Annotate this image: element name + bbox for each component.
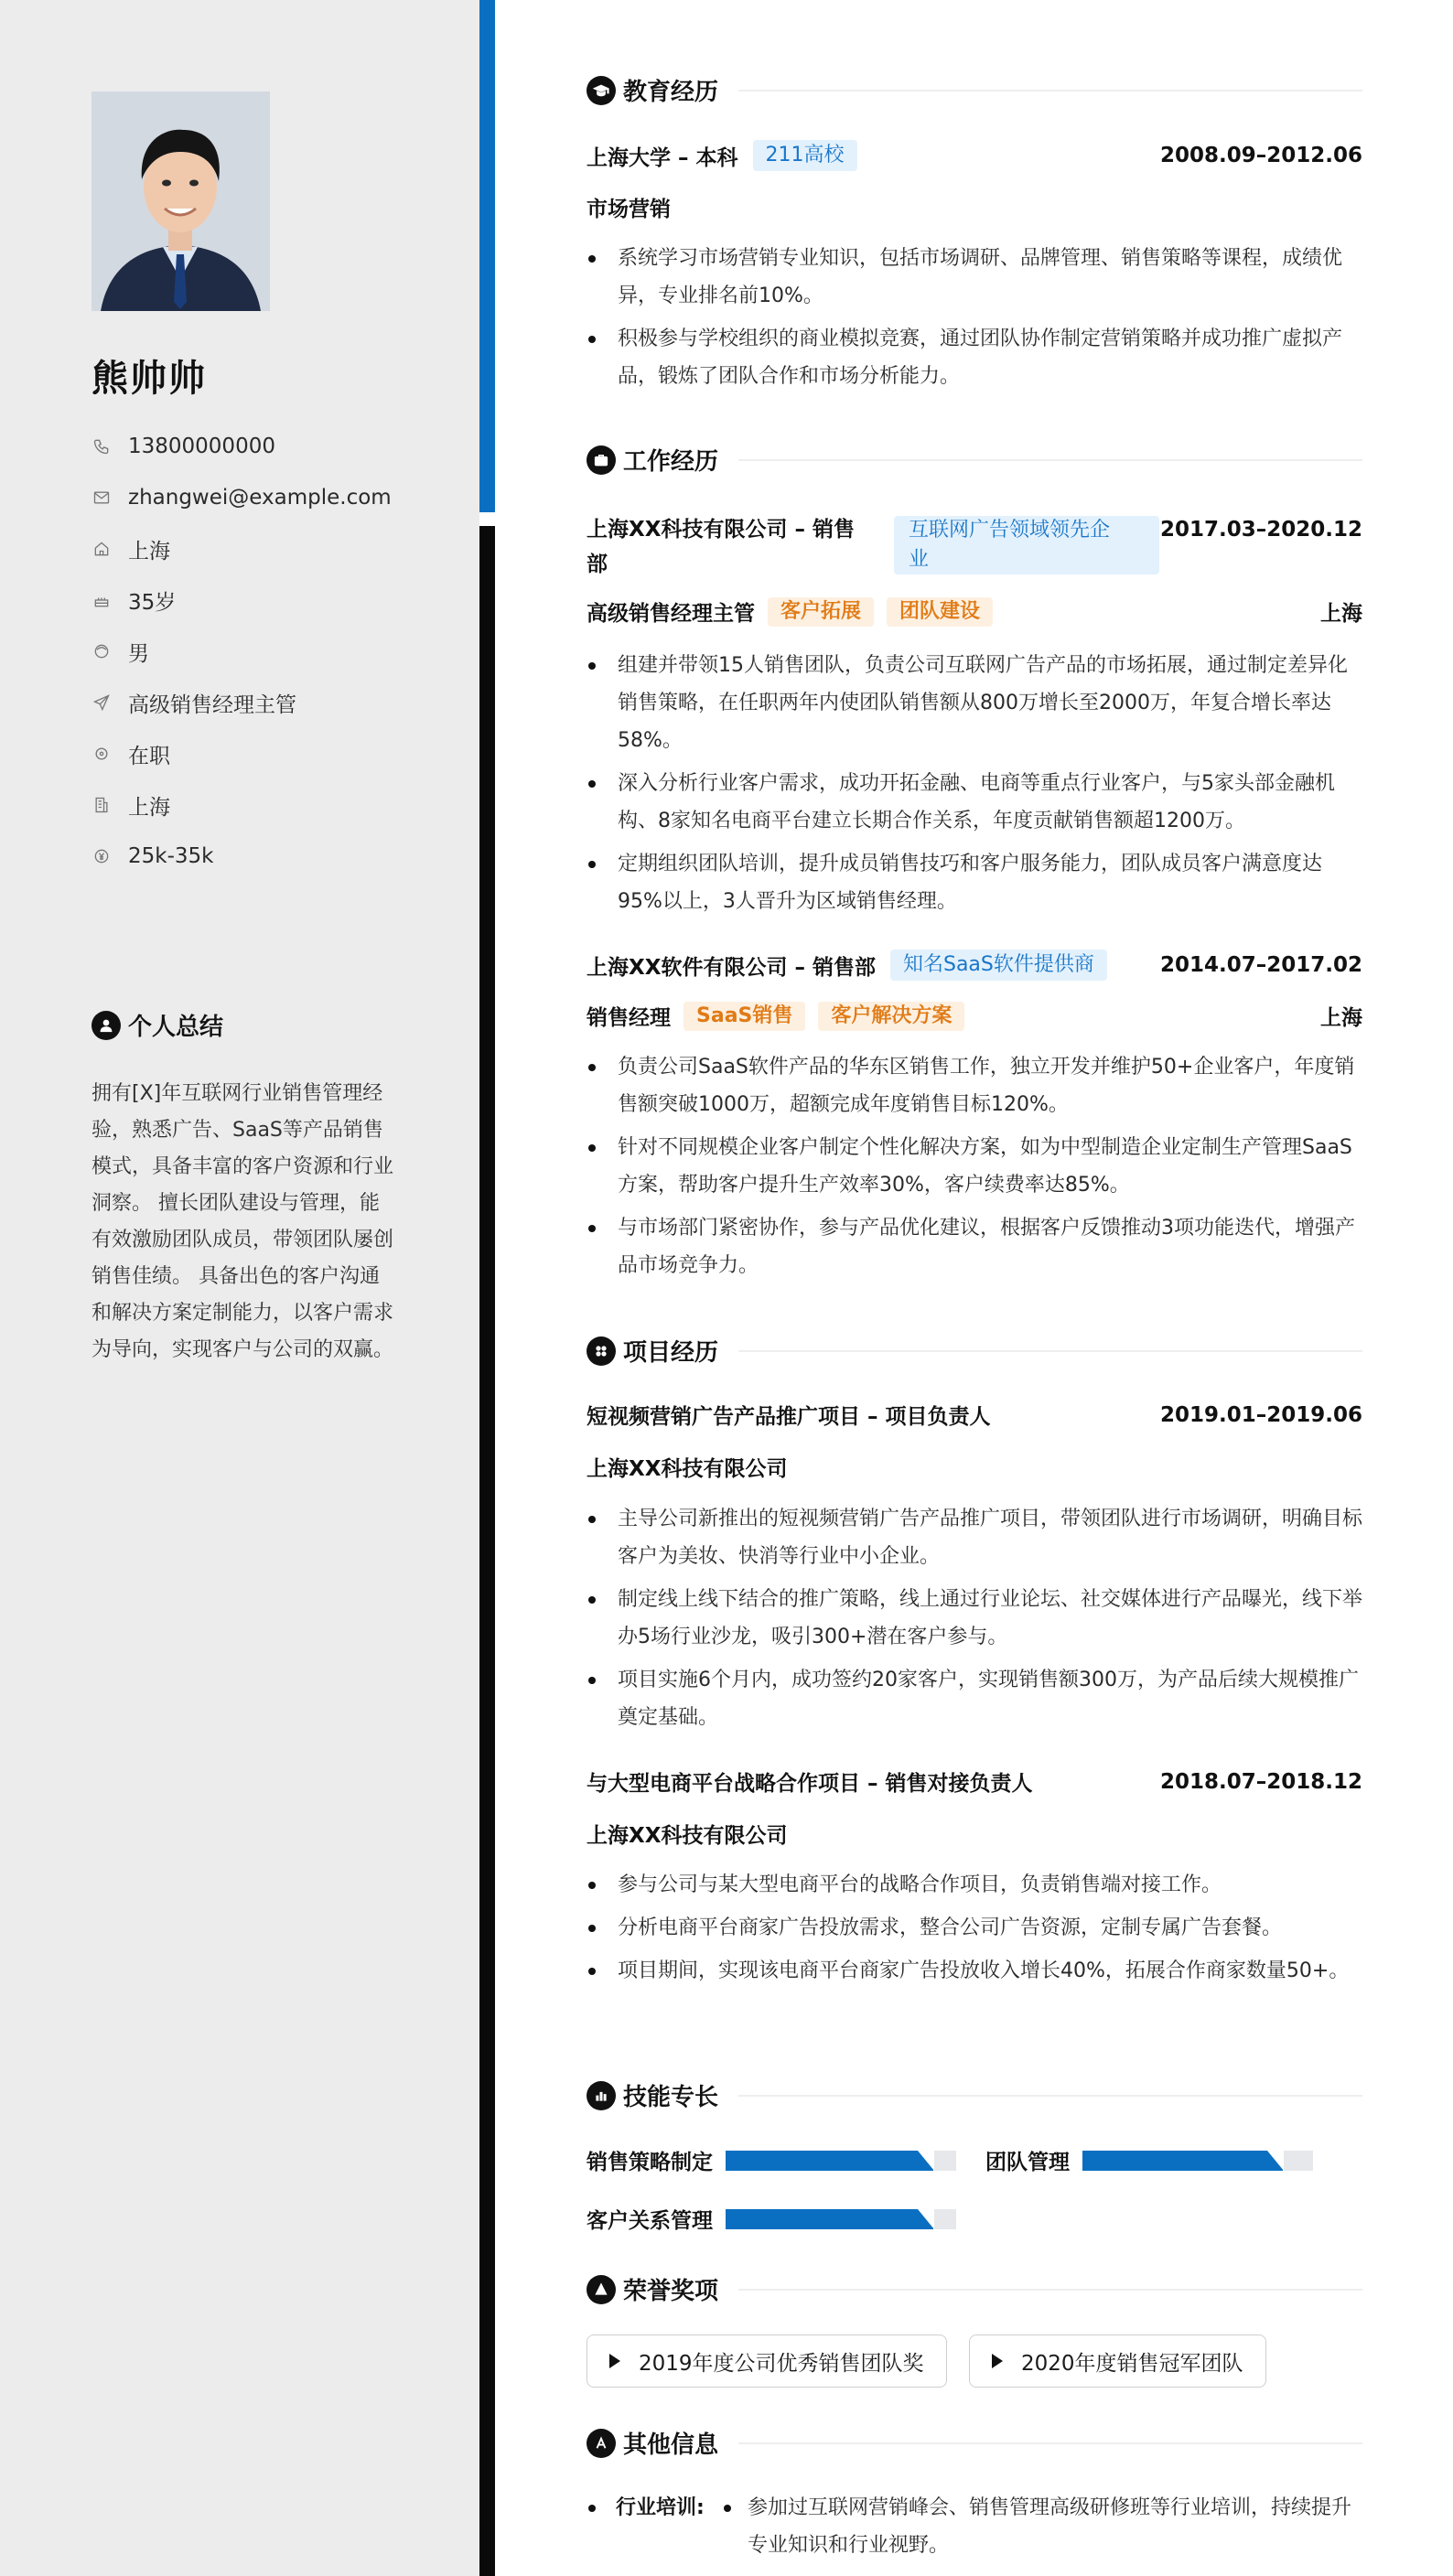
list-item: 分析电商平台商家广告投放需求，整合公司广告资源，定制专属广告套餐。 <box>587 1909 1362 1947</box>
job-2-city: 上海 <box>1320 1006 1362 1030</box>
job-1-role-tag: 团队建设 <box>887 597 993 627</box>
project-1-header <box>587 1400 1362 1430</box>
skill-item <box>587 2145 956 2175</box>
work-heading <box>587 443 1362 477</box>
job-2-bullets <box>587 1048 1362 1290</box>
job-1-header <box>587 512 1362 576</box>
job-1-company-line1: 上海XX科技有限公司 – 销售 <box>587 518 855 542</box>
job-1-role: 高级销售经理主管 <box>587 602 755 626</box>
contact-list <box>91 421 457 882</box>
awards-title: 荣誉奖项 <box>623 2278 719 2305</box>
list-item: 负责公司SaaS软件产品的华东区销售工作，独立开发并维护50+企业客户，年度销售额突破1000万，超额完成年度销售目标120%。 <box>587 1048 1362 1123</box>
list-item: 参与公司与某大型电商平台的战略合作项目，负责销售端对接工作。 <box>587 1866 1362 1904</box>
contact-phone <box>91 421 457 472</box>
skill-item <box>985 2145 1313 2175</box>
project-1-name: 短视频营销广告产品推广项目 – 项目负责人 <box>587 1405 991 1429</box>
job-2-header <box>587 950 1362 981</box>
home-icon <box>91 539 112 559</box>
play-icon <box>609 2354 620 2368</box>
contact-phone-text: 13800000000 <box>128 435 275 458</box>
education-school: 上海大学 – 本科 <box>587 145 738 170</box>
contact-city-text: 上海 <box>128 795 170 820</box>
summary-heading <box>91 1008 223 1042</box>
projects-title: 项目经历 <box>623 1339 719 1367</box>
contact-city <box>91 779 457 831</box>
graduation-cap-icon <box>587 76 616 105</box>
education-row <box>587 140 1362 171</box>
project-1-company-row <box>587 1452 1362 1482</box>
accent-bar-black <box>479 526 495 2576</box>
mail-icon <box>91 488 112 508</box>
contact-age-text: 35岁 <box>128 590 177 615</box>
phone-icon <box>91 436 112 456</box>
contact-age <box>91 574 457 626</box>
salary-icon <box>91 846 112 866</box>
sidebar <box>0 0 479 2576</box>
contact-email-text: zhangwei@example.com <box>128 486 392 510</box>
skill-item <box>587 2204 956 2234</box>
list-item: 组建并带领15人销售团队，负责公司互联网广告产品的市场拓展，通过制定差异化销售策略，在任职两年内使团队销售额从800万增长至2000万，年复合增长率达58%。 <box>587 647 1362 759</box>
briefcase-icon <box>587 445 616 475</box>
job-1-company-line2: 部 <box>587 553 608 576</box>
contact-position-text: 高级销售经理主管 <box>128 692 296 717</box>
skill-label: 销售策略制定 <box>587 2151 713 2174</box>
education-tag: 211高校 <box>753 140 857 171</box>
job-1-city: 上海 <box>1320 602 1362 626</box>
job-2-role-tag: SaaS销售 <box>683 1002 805 1031</box>
skill-label: 客户关系管理 <box>587 2209 713 2233</box>
education-major-row <box>587 192 1362 222</box>
project-2-header <box>587 1766 1362 1797</box>
awards-heading <box>587 2272 1362 2306</box>
contact-position <box>91 677 457 728</box>
award-icon <box>587 2275 616 2304</box>
section-rule <box>738 459 1362 461</box>
contact-email <box>91 472 457 523</box>
job-1-bullets <box>587 647 1362 926</box>
bullet-dot <box>588 2505 596 2512</box>
section-rule <box>738 90 1362 91</box>
award-badge <box>587 2334 947 2388</box>
contact-location-text: 上海 <box>128 539 170 564</box>
job-2-role: 销售经理 <box>587 1006 671 1030</box>
send-icon <box>91 692 112 713</box>
list-item: 与市场部门紧密协作，参与产品优化建议，根据客户反馈推动3项功能迭代，增强产品市场竞争力。 <box>587 1209 1362 1284</box>
project-2-bullets <box>587 1866 1362 1995</box>
award-label: 2019年度公司优秀销售团队奖 <box>639 2351 924 2376</box>
project-1-date: 2019.01–2019.06 <box>1159 1402 1362 1427</box>
other-title: 其他信息 <box>623 2431 719 2459</box>
job-1-tag <box>894 516 1159 574</box>
project-2-company: 上海XX科技有限公司 <box>587 1824 788 1848</box>
list-item: 主导公司新推出的短视频营销广告产品推广项目，带领团队进行市场调研，明确目标客户为美妆、快消等行业中小企业。 <box>587 1500 1362 1575</box>
job-1-role-row <box>587 596 1362 627</box>
skill-track <box>726 2151 956 2171</box>
avatar-illustration <box>91 91 270 311</box>
avatar-photo <box>91 91 270 311</box>
education-bullets <box>587 240 1362 401</box>
cake-icon <box>91 590 112 610</box>
award-label: 2020年度销售冠军团队 <box>1021 2351 1243 2376</box>
award-badge <box>969 2334 1266 2388</box>
candidate-name: 熊帅帅 <box>91 358 207 400</box>
job-1-tag-line1: 互联网广告领域领先企 <box>909 519 1111 542</box>
skills-title: 技能专长 <box>623 2084 719 2111</box>
section-rule <box>738 1350 1362 1352</box>
job-2-role-tag: 客户解决方案 <box>818 1002 964 1031</box>
user-icon <box>91 1011 121 1040</box>
contact-status <box>91 728 457 779</box>
bar-chart-icon <box>587 2081 616 2110</box>
skill-label: 团队管理 <box>985 2151 1070 2174</box>
project-1-company: 上海XX科技有限公司 <box>587 1457 788 1481</box>
list-item: 项目实施6个月内，成功签约20家客户，实现销售额300万，为产品后续大规模推广奠定基础。 <box>587 1661 1362 1736</box>
section-rule <box>738 2289 1362 2291</box>
job-1-date: 2017.03–2020.12 <box>1159 518 1362 542</box>
summary-text: 拥有[X]年互联网行业销售管理经验，熟悉广告、SaaS等产品销售模式，具备丰富的客户资源和行业洞察。 擅长团队建设与管理，能有效激励团队成员，带领团队屡创销售佳绩。 具备出色的客户沟通和解决方案定制能力，以客户需求为导向，实现客户与公司的双赢。 <box>91 1082 394 1361</box>
accent-bar-blue <box>479 0 495 512</box>
other-heading <box>587 2426 1362 2460</box>
education-major: 市场营销 <box>587 198 671 221</box>
list-item: 积极参与学校组织的商业模拟竞赛，通过团队协作制定营销策略并成功推广虚拟产品，锻炼了团队合作和市场分析能力。 <box>587 320 1362 395</box>
work-title: 工作经历 <box>623 448 719 476</box>
education-heading <box>587 73 1362 107</box>
skill-track <box>726 2209 956 2229</box>
list-item: 制定线上线下结合的推广策略，线上通过行业论坛、社交媒体进行产品曝光，线下举办5场行业沙龙，吸引300+潜在客户参与。 <box>587 1581 1362 1656</box>
project-1-bullets <box>587 1500 1362 1742</box>
job-2-role-row <box>587 1001 1362 1031</box>
list-item: 项目期间，实现该电商平台商家广告投放收入增长40%，拓展合作商家数量50+。 <box>587 1952 1362 1990</box>
skill-fill <box>726 2209 933 2229</box>
text-icon <box>587 2429 616 2458</box>
skill-fill <box>1082 2151 1283 2171</box>
contact-location <box>91 523 457 574</box>
education-title: 教育经历 <box>623 79 719 106</box>
contact-gender <box>91 626 457 677</box>
job-1-tag-line2: 业 <box>909 548 930 571</box>
contact-gender-text: 男 <box>128 641 149 666</box>
education-date: 2008.09–2012.06 <box>1159 144 1362 167</box>
section-rule <box>738 2442 1362 2444</box>
grid-icon <box>587 1336 616 1366</box>
gender-icon <box>91 641 112 661</box>
list-item: 系统学习市场营销专业知识，包括市场调研、品牌管理、销售策略等课程，成绩优异，专业排名前10%。 <box>587 240 1362 315</box>
skill-track <box>1082 2151 1313 2171</box>
list-item: 定期组织团队培训，提升成员销售技巧和客户服务能力，团队成员客户满意度达95%以上，3人晋升为区域销售经理。 <box>587 845 1362 920</box>
job-2-tag: 知名SaaS软件提供商 <box>890 950 1107 981</box>
job-1-role-tag: 客户拓展 <box>768 597 874 627</box>
project-2-name: 与大型电商平台战略合作项目 – 销售对接负责人 <box>587 1772 1033 1796</box>
other-label: 行业培训: <box>616 2496 705 2519</box>
skills-heading <box>587 2078 1362 2112</box>
job-2-company: 上海XX软件有限公司 – 销售部 <box>587 955 876 980</box>
section-rule <box>738 2095 1362 2097</box>
projects-heading <box>587 1334 1362 1368</box>
list-item: 深入分析行业客户需求，成功开拓金融、电商等重点行业客户，与5家头部金融机构、8家知名电商平台建立长期合作关系，年度贡献销售额超1200万。 <box>587 765 1362 840</box>
contact-salary <box>91 831 457 882</box>
project-2-date: 2018.07–2018.12 <box>1159 1769 1362 1794</box>
other-text: 参加过互联网营销峰会、销售管理高级研修班等行业培训，持续提升专业知识和行业视野。 <box>748 2496 1352 2557</box>
job-2-date: 2014.07–2017.02 <box>1159 953 1362 977</box>
job-1-company <box>587 512 888 582</box>
contact-salary-text: 25k-35k <box>128 844 214 868</box>
summary-title: 个人总结 <box>128 1014 224 1041</box>
project-2-company-row <box>587 1819 1362 1849</box>
list-item: 针对不同规模企业客户制定个性化解决方案，如为中型制造企业定制生产管理SaaS方案，帮助客户提升生产效率30%，客户续费率达85%。 <box>587 1129 1362 1204</box>
contact-status-text: 在职 <box>128 744 170 768</box>
status-icon <box>91 744 112 764</box>
skill-fill <box>726 2151 933 2171</box>
play-icon <box>992 2354 1003 2368</box>
building-icon <box>91 795 112 815</box>
